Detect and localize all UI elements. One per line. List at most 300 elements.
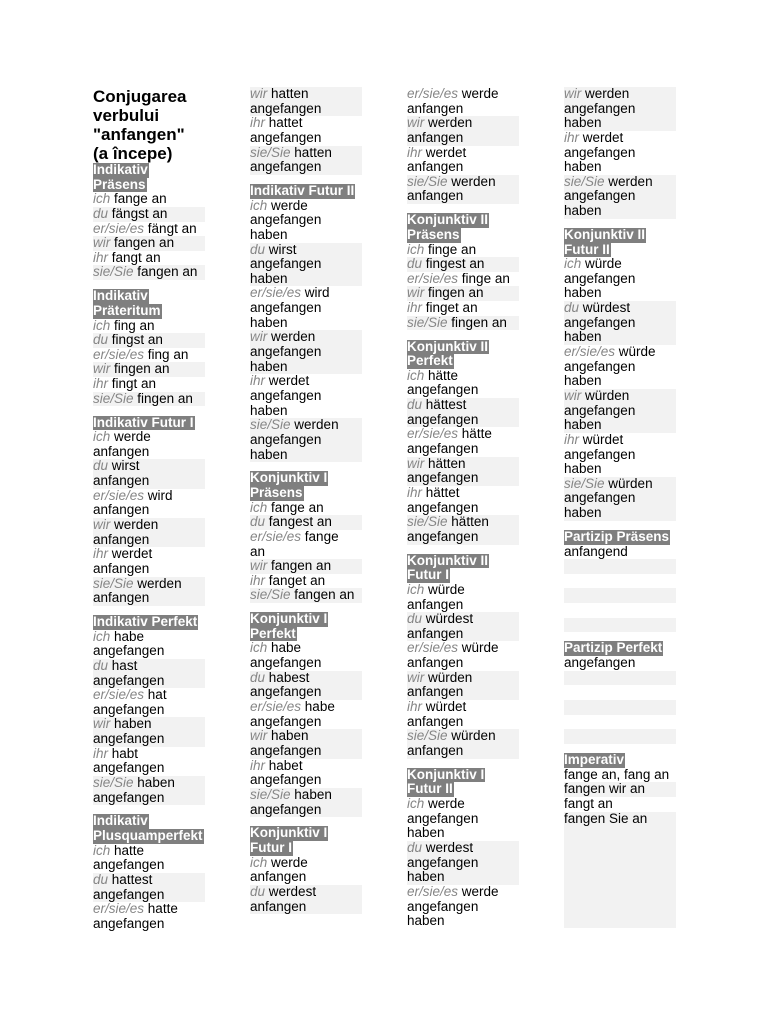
verb-form: fangen an [114,235,175,251]
row-line [93,192,205,207]
row-line [407,515,519,530]
section-header-text: Perfekt [407,353,453,369]
verb-form: hättest [425,397,467,413]
section-header [564,228,676,257]
section-header-text: Konjunktiv I [250,470,328,486]
pronoun: wir [250,558,268,574]
row-line [564,559,676,574]
row-line [93,459,205,474]
section-header-text: Präteritum [93,302,161,318]
section-header-text: Indikativ [93,813,148,829]
section-header [407,768,519,797]
conjugation-row [250,374,362,418]
conjugation-row [93,577,205,606]
row-line [564,700,676,715]
pronoun: er/sie/es [250,528,302,544]
section-indikativ-plusquamperfekt [93,814,205,931]
row-line [407,87,519,102]
section-header-line [93,289,205,304]
row-line [250,574,362,589]
row-line [93,562,205,577]
verb-form: finget an [425,300,478,316]
conjugation-row [564,656,676,671]
row-line [250,160,362,175]
pronoun: wir [407,285,425,301]
row-line [250,773,362,788]
row-line [93,659,205,674]
row-line [250,803,362,818]
row-line [93,591,205,606]
section-header-text: Indikativ Perfekt [93,614,198,629]
row-line [407,598,519,613]
verb-form: angefangen [250,801,322,817]
pronoun: er/sie/es [564,344,616,360]
conjugation-row [93,630,205,659]
row-line [407,102,519,117]
pronoun: du [407,256,423,272]
verb-form: habet [268,757,303,773]
verb-form: würden [608,475,653,491]
row-line [564,448,676,463]
pronoun: du [93,872,109,888]
conjugation-row [250,530,362,559]
row-line [93,630,205,645]
row-line [564,272,676,287]
verb-form: würde [428,581,465,597]
row-line [407,700,519,715]
verb-form: angefangen [564,188,636,204]
section-header-text: Futur I [407,567,449,583]
conjugation-row [250,885,362,914]
conjugation-row [564,87,676,131]
verb-form: angefangen [250,159,322,175]
pronoun: ich [93,317,111,333]
verb-form: fängst an [111,205,168,221]
section-header-line [250,471,362,486]
section-header [564,753,676,768]
row-line [93,873,205,888]
row-line [407,427,519,442]
section-header [93,289,205,318]
pronoun: ihr [564,431,580,447]
verb-form: hätte [428,367,459,383]
row-line [407,369,519,384]
row-line [407,812,519,827]
row-line [250,228,362,243]
row-line [564,656,676,671]
row-line [250,131,362,146]
section-header-text: Partizip Perfekt [564,640,663,656]
pronoun: sie/Sie [564,173,605,189]
section-header-text: Präsens [93,176,146,192]
verb-form: angefangen [564,270,636,286]
conjugation-row [93,265,205,280]
row-line [407,383,519,398]
row-line [250,301,362,316]
row-line [250,885,362,900]
pronoun: ich [93,191,111,207]
conjugation-row [250,788,362,817]
row-line [93,207,205,222]
conjugation-row [407,243,519,258]
conjugation-row [93,333,205,348]
conjugation-row [93,659,205,688]
verb-form: haben [564,115,602,131]
conjugation-row [93,489,205,518]
verb-form: werden [114,517,159,533]
verb-form: fangen wir an [564,781,646,797]
row-line [250,243,362,258]
conjugation-row [93,902,205,931]
row-line [93,644,205,659]
section-konjunktiv-ii-futur-i [407,554,519,759]
section-header-line [407,768,519,783]
row-line [250,213,362,228]
row-line [407,885,519,900]
verb-form: werden [137,575,182,591]
verb-form: anfangen [407,188,464,204]
verb-form: hätte [461,426,492,442]
conjugation-row [250,856,362,885]
verb-form: werdet [582,129,624,145]
pronoun: ihr [407,300,423,316]
verb-form: angefangen [93,886,165,902]
row-line [250,448,362,463]
verb-form: fingen an [428,285,484,301]
pronoun: sie/Sie [407,514,448,530]
conjugation-row [407,369,519,398]
section-partizip-perfekt [564,641,676,743]
row-line [564,618,676,633]
verb-form: werden [428,115,473,131]
row-line [250,900,362,915]
section-indikativ-perfekt [93,615,205,805]
conjugation-row [93,348,205,363]
verb-form: wird [147,487,173,503]
verb-form: hatte [114,842,145,858]
section-konjunktiv-i-prasens [250,471,362,603]
verb-form: angefangen [407,528,479,544]
column-2 [250,87,362,914]
verb-form: habe [114,628,145,644]
conjugation-row [93,459,205,488]
row-line [564,433,676,448]
verb-form: anfangen [250,869,307,885]
section-header-line [250,826,362,841]
row-line [564,545,676,560]
row-line [250,330,362,345]
row-line [250,501,362,516]
row-line [250,788,362,803]
conjugation-row [250,87,362,116]
section-header-line [407,213,519,228]
row-line [564,603,676,618]
verb-form: angefangen [250,713,322,729]
section-header [93,416,205,431]
verb-form: anfangen [407,100,464,116]
section-header-text: Futur I [250,839,292,855]
pronoun: ich [93,628,111,644]
section-header-text: Plusquamperfekt [93,828,203,844]
conjugation-row [564,175,676,219]
verb-form: haben [250,358,288,374]
verb-form: fingen an [137,390,193,406]
pronoun: ihr [407,484,423,500]
section-header-line [93,615,205,630]
section-indikativ-prateritum [93,289,205,406]
section-indikativ-futur-ii [250,184,362,462]
verb-form: fingest an [425,256,485,272]
conjugation-row [407,257,519,272]
row-line [564,116,676,131]
row-line [93,430,205,445]
section-header [250,612,362,641]
verb-form: haben [407,913,445,929]
verb-form: angefangen [93,789,165,805]
pronoun: er/sie/es [93,220,145,236]
blank-row [564,574,676,589]
section-header-line [407,568,519,583]
verb-form: angefangen [564,446,636,462]
row-line [564,316,676,331]
verb-form: würdest [425,611,474,627]
verb-form: haben [250,402,288,418]
conjugation-row [93,747,205,776]
section-header-line [250,486,362,501]
row-line [93,265,205,280]
verb-form: habe [271,640,302,656]
row-line [564,574,676,589]
verb-form: anfangen [407,655,464,671]
pronoun: du [407,611,423,627]
verb-form: anfangen [407,625,464,641]
verb-form: angefangen [250,129,322,145]
pronoun: er/sie/es [250,699,302,715]
conjugation-row [407,885,519,929]
verb-form: angefangen [407,470,479,486]
row-line [407,900,519,915]
section-header [564,530,676,545]
row-line [250,856,362,871]
verb-form: würden [428,669,473,685]
conjugation-row [407,641,519,670]
verb-form: würdest [582,300,631,316]
conjugation-row [93,873,205,902]
pronoun: du [93,332,109,348]
row-line [93,377,205,392]
pronoun: ihr [250,115,266,131]
pronoun: du [407,839,423,855]
conjugation-row [93,518,205,547]
section-header-line [93,304,205,319]
verb-form: hatte [147,901,178,917]
conjugation-row [250,759,362,788]
row-line [407,715,519,730]
pronoun: sie/Sie [250,786,291,802]
section-header [407,554,519,583]
blank-row [564,671,676,686]
row-line [250,102,362,117]
section-imperativ [564,753,676,928]
row-line [250,729,362,744]
verb-form: fangen an [294,587,355,603]
row-line [250,345,362,360]
row-line [93,888,205,903]
verb-form: anfangen [93,560,150,576]
verb-form: würde [618,344,656,360]
row-line [564,729,676,744]
pronoun: wir [93,235,111,251]
row-line [250,588,362,603]
conjugation-row [250,116,362,145]
conjugation-row [564,345,676,389]
row-line [564,146,676,161]
pronoun: ich [407,367,425,383]
conjugation-row [407,583,519,612]
conjugation-row [250,671,362,700]
verb-form: anfangen [93,443,150,459]
conjugation-row [250,330,362,374]
verb-form: anfangen [407,684,464,700]
pronoun: sie/Sie [250,417,291,433]
pronoun: ich [93,842,111,858]
pronoun: ich [250,854,268,870]
verb-form: haben [250,446,288,462]
section-header-text: Futur II [407,781,453,797]
verb-form: anfangend [564,543,628,559]
section-header-line [564,243,676,258]
row-line [250,700,362,715]
verb-form: haben [564,417,602,433]
verb-form: fingt an [111,376,157,392]
verb-form: anfangen [407,159,464,175]
row-line [407,530,519,545]
pronoun: du [93,657,109,673]
verb-form: hatten [294,144,332,160]
row-line [407,189,519,204]
pronoun: ihr [93,546,109,562]
conjugation-row [93,688,205,717]
row-line [250,116,362,131]
row-line [93,688,205,703]
verb-form: fangen an [137,264,198,280]
section-header-line [564,530,676,545]
pronoun: ihr [250,572,266,588]
pronoun: du [250,883,266,899]
blank-row [564,715,676,730]
verb-form: angefangen [250,742,322,758]
section-header-text: Perfekt [250,625,296,641]
verb-form: anfangen [250,898,307,914]
section-continued [407,87,519,204]
conjugation-row [407,841,519,885]
row-line [93,503,205,518]
verb-form: anfangen [93,473,150,489]
section-header [407,213,519,242]
conjugation-row [407,700,519,729]
pronoun: wir [93,361,111,377]
row-line [407,471,519,486]
verb-form: werdest [425,839,474,855]
pronoun: er/sie/es [93,901,145,917]
section-header-line [407,228,519,243]
verb-form: würdet [582,431,624,447]
verb-form: werde [461,883,499,899]
section-header-line [250,184,362,199]
verb-form: fangen an [271,558,332,574]
row-line [564,685,676,700]
conjugation-row [564,301,676,345]
section-continued [250,87,362,175]
row-line [407,257,519,272]
row-line [564,477,676,492]
row-line [407,656,519,671]
verb-form: angefangen [564,100,636,116]
verb-form: angefangen [407,441,479,457]
verb-form: haben [564,285,602,301]
verb-form: angefangen [93,760,165,776]
section-header-text: Konjunktiv II [407,552,488,568]
verb-form: haben [250,226,288,242]
verb-form: werden [585,86,630,101]
verb-form: angefangen [564,402,636,418]
verb-form: anfangen [93,531,150,547]
verb-form: würden [585,387,630,403]
verb-form: angefangen [250,256,322,272]
conjugation-row [93,392,205,407]
row-line [407,641,519,656]
pronoun: wir [564,387,582,403]
row-line [250,715,362,730]
verb-form: anfangen [407,742,464,758]
pronoun: ihr [564,129,580,145]
conjugation-row [407,272,519,287]
section-header-text: Partizip Präsens [564,528,670,544]
section-header-line [93,416,205,431]
pronoun: sie/Sie [407,728,448,744]
verb-form: haben [250,270,288,286]
verb-form: angefangen [564,490,636,506]
row-line [564,131,676,146]
section-header-text: Imperativ [564,752,625,768]
conjugation-row [250,729,362,758]
verb-form: angefangen [564,655,636,671]
conjugation-row [250,146,362,175]
row-line [564,797,676,812]
conjugation-row [93,430,205,459]
pronoun: ihr [93,376,109,392]
pronoun: ihr [250,757,266,773]
row-line [250,316,362,331]
conjugation-row [250,700,362,729]
row-line [250,685,362,700]
row-line [93,489,205,504]
verb-form: haben [564,505,602,521]
verb-form: fingen an [451,314,507,330]
section-header [250,471,362,500]
pronoun: du [407,397,423,413]
verb-form: angefangen [564,144,636,160]
row-line [407,301,519,316]
verb-form: angefangen [250,772,322,788]
row-line [564,360,676,375]
conjugation-row [250,501,362,516]
pronoun: sie/Sie [407,314,448,330]
conjugation-row [407,729,519,758]
section-header-line [407,340,519,355]
conjugation-row [564,477,676,521]
pronoun: ich [250,499,268,515]
